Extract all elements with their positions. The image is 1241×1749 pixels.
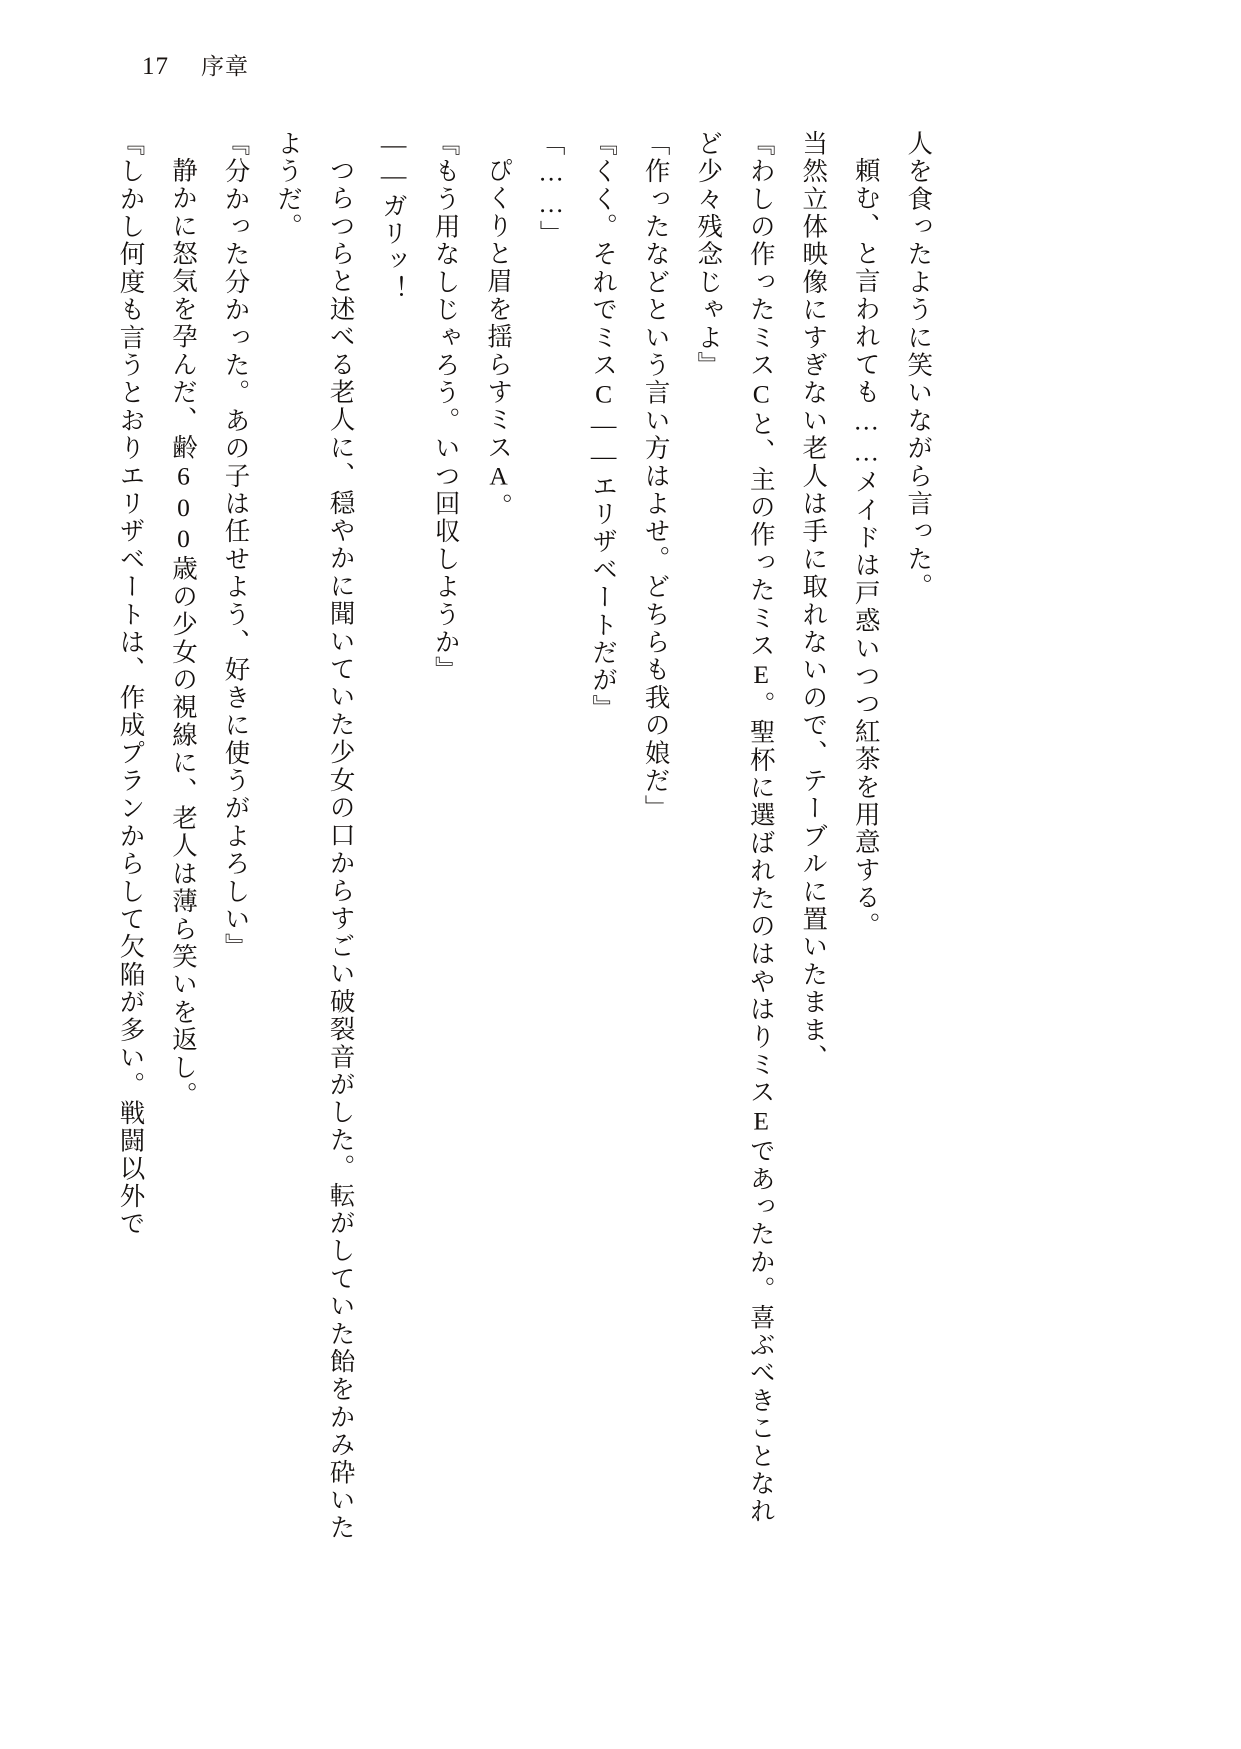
body-paragraph: 「作ったなどという言い方はよせ。どちらも我の娘だ」 — [641, 130, 671, 823]
vertical-text-block — [104, 130, 944, 1550]
body-paragraph: 静かに怒気を孕んだ、齢600歳の少女の視線に、老人は薄ら笑いを返し。 — [169, 157, 199, 1110]
page-number: 17 — [142, 53, 169, 80]
body-paragraph: 『しかし何度も言うとおりエリザベートは、作成プランからして欠陥が多い。戦闘以外で — [116, 130, 146, 1238]
body-paragraph: つらつらと述べる老人に、穏やかに聞いていた少女の口からすごい破裂音がした。転がしていた飴をかみ砕いたようだ。 — [274, 130, 356, 1542]
body-paragraph: 『くく。それでミスC――エリザベートだが』 — [589, 130, 619, 723]
body-paragraph: ――ガリッ！ — [379, 130, 409, 304]
body-paragraph: 『もう用なしじゃろう。いつ回収しようか』 — [431, 130, 461, 684]
page-header — [142, 48, 249, 81]
body-paragraph: 『わしの作ったミスCと、主の作ったミスE。聖杯に選ばれたのはやはりミスEであったか。喜ぶべきことなれど少々残念じゃよ』 — [694, 130, 776, 1526]
body-paragraph: 「……」 — [536, 130, 566, 248]
body-paragraph: 当然立体映像にすぎない老人は手に取れないので、テーブルに置いたまま、 — [799, 130, 829, 1072]
body-paragraph: ぴくりと眉を揺らすミスA。 — [484, 157, 514, 521]
body-paragraph: 人を食ったように笑いながら言った。 — [904, 130, 934, 601]
body-paragraph: 『分かった分かった。あの子は任せよう、好きに使うがよろしい』 — [221, 130, 251, 961]
body-paragraph: 頼む、と言われても……メイドは戸惑いつつ紅茶を用意する。 — [851, 157, 881, 940]
chapter-title: 序章 — [201, 54, 249, 79]
body-text-area — [104, 130, 1144, 1550]
